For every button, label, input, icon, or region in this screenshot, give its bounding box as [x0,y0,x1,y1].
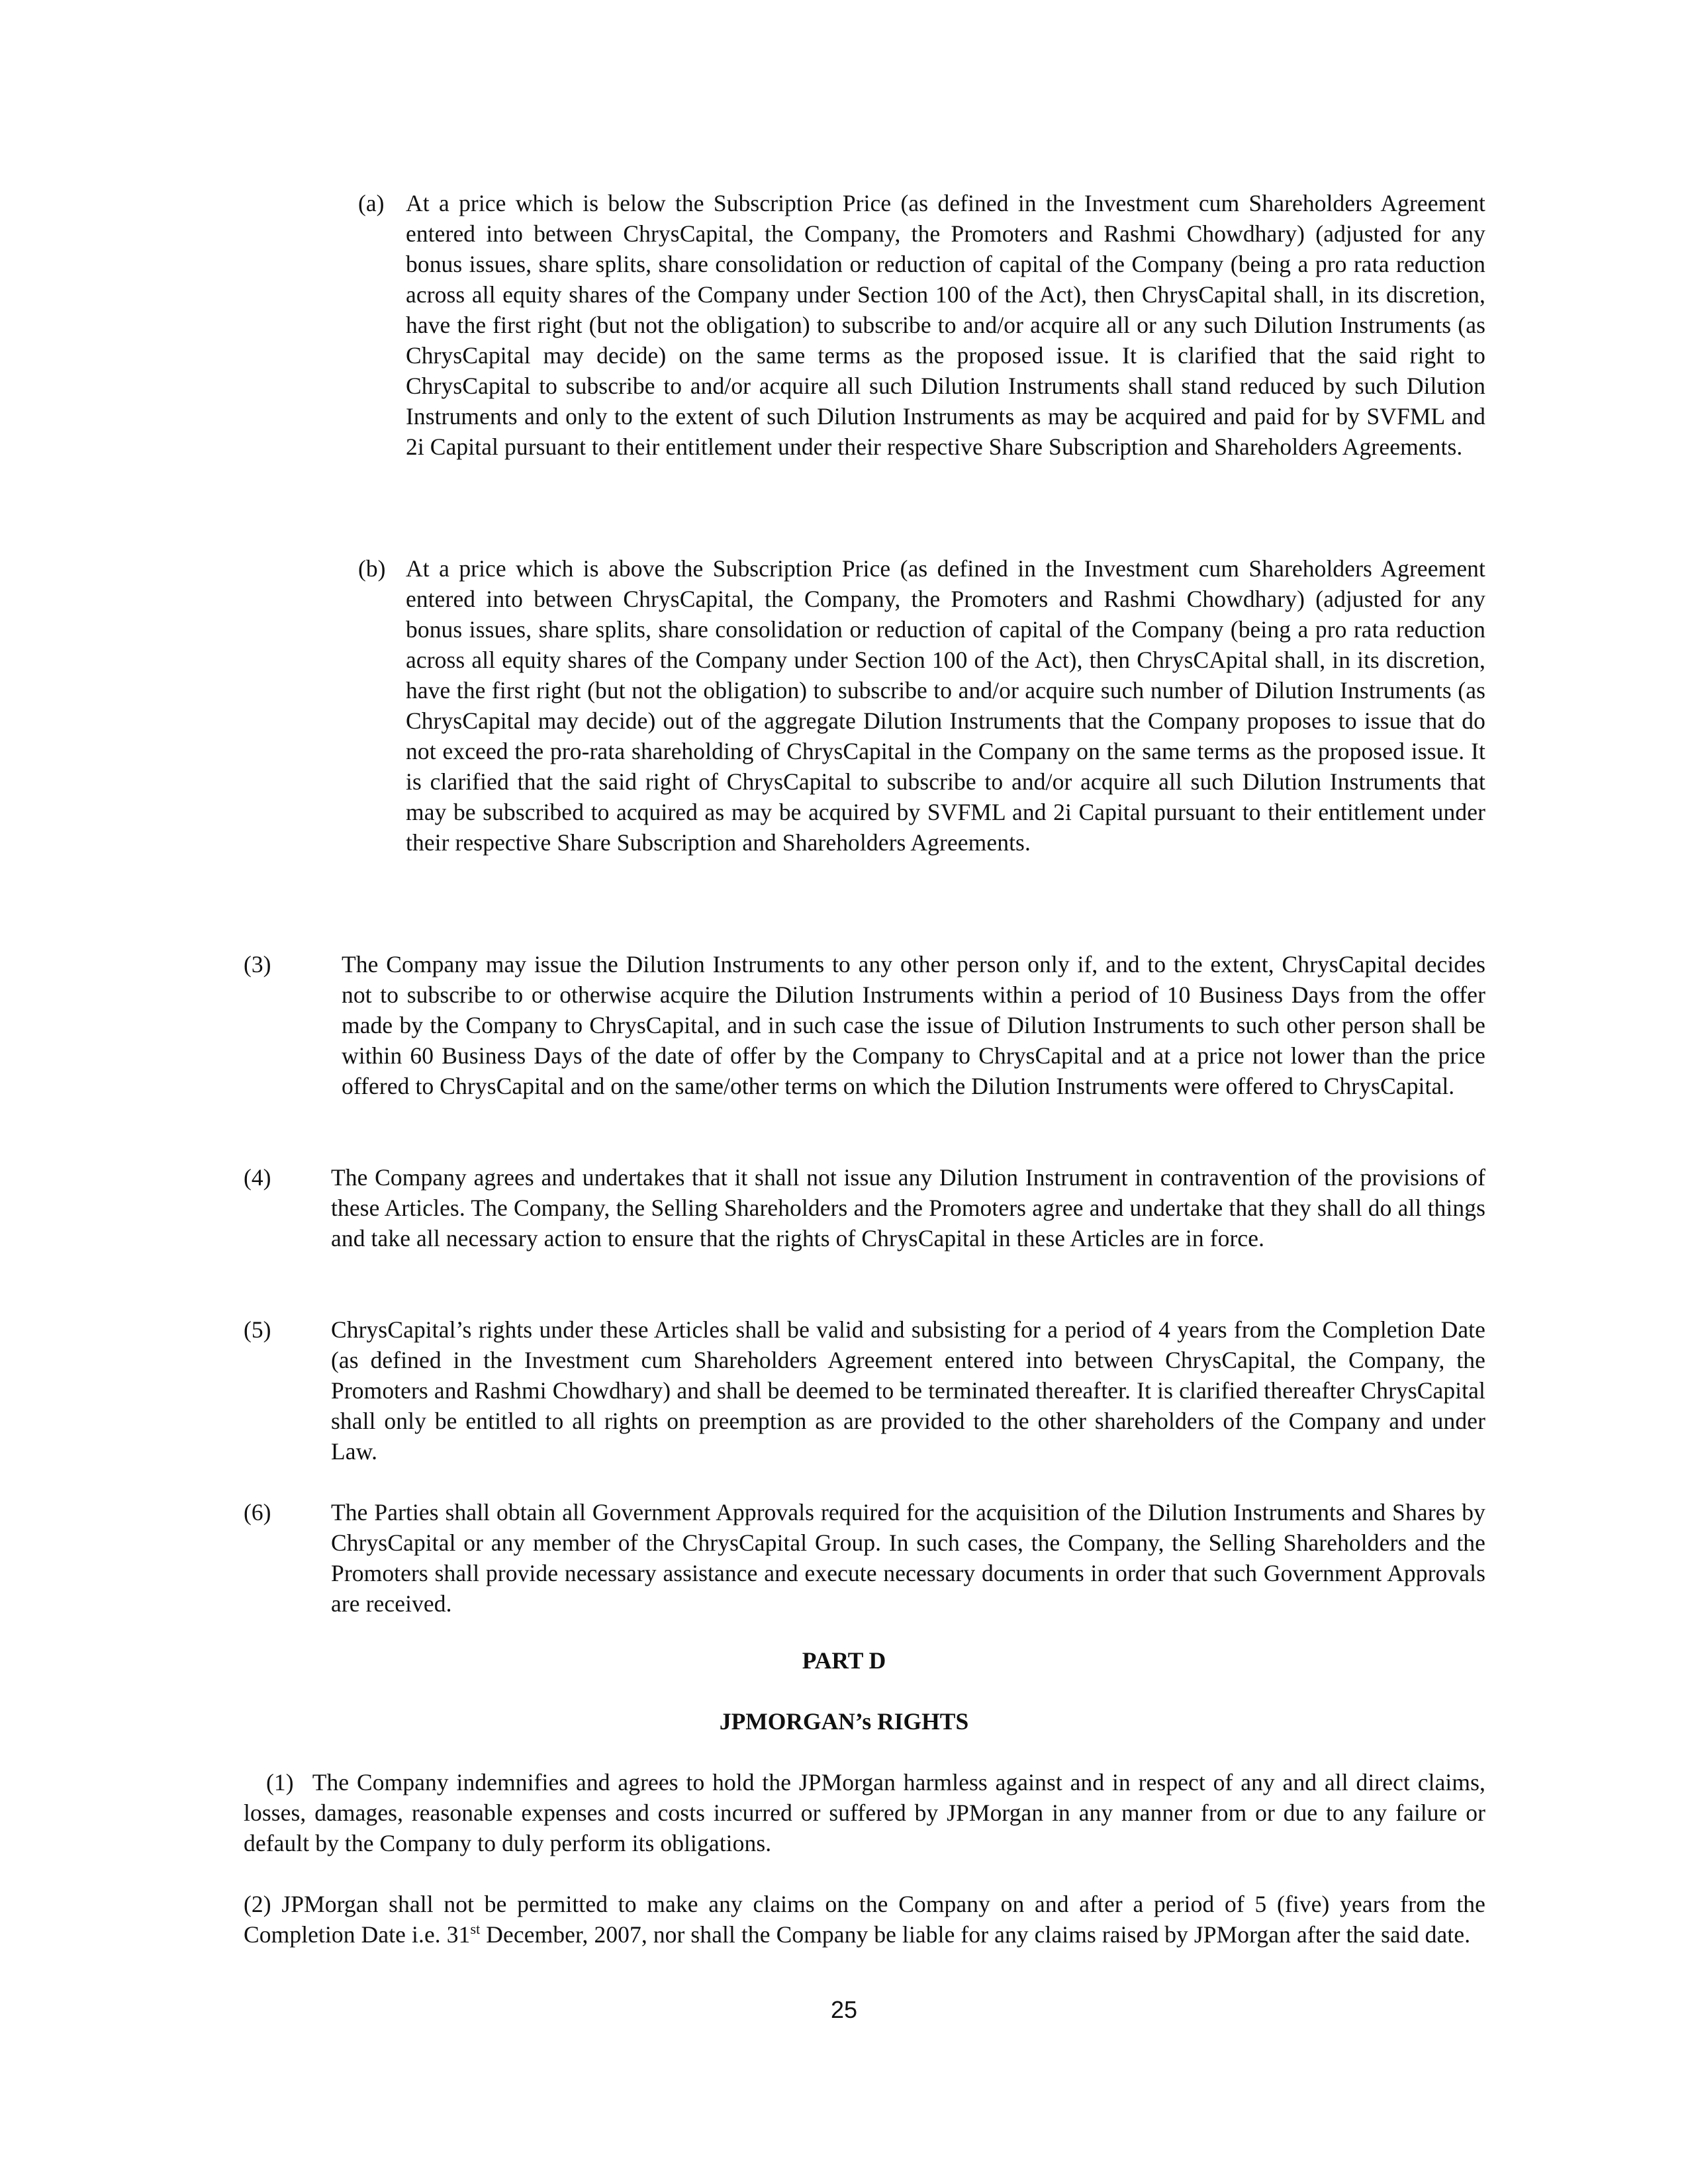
clause-4-label: (4) [244,1164,271,1191]
jpm-paragraph-1-label: (1) [266,1769,294,1796]
clause-b-label: (b) [358,555,386,582]
jpm-paragraph-2-text-start: (2) JPMorgan shall not be permitted to make any claims on the Company on and after a period of 5 (five) years from the Completion Date i.e. 31 [244,1891,1485,1948]
jpm-paragraph-2 [244,1889,1485,1950]
jpm-paragraph-1 [244,1767,1485,1858]
jpm-paragraph-2-ordinal: st [470,1921,481,1938]
clause-4-text: The Company agrees and undertakes that it shall not issue any Dilution Instrument in contravention of the provisions of these Articles. The Company, the Selling Shareholders and the Promoters agree and undertake that they shall do all things and take all necessary action to ensure that the rights of ChrysCapital in these Articles are in force. [331,1164,1485,1251]
clause-5-text: ChrysCapital’s rights under these Articles shall be valid and subsisting for a period of 4 years from the Completion Date (as defined in the Investment cum Shareholders Agreement entered into between ChrysCapital, the Company, the Promoters and Rashmi Chowdhary) and shall be deemed to be terminated thereafter. It is clarified thereafter ChrysCapital shall only be entitled to all rights on preemption as are provided to the other shareholders of the Company and under Law. [331,1316,1485,1465]
clause-6-text: The Parties shall obtain all Government Approvals required for the acquisition of the Dilution Instruments and Shares by ChrysCapital or any member of the ChrysCapital Group. In such cases, the Company, the Selling Shareholders and the Promoters shall provide necessary assistance and execute necessary documents in order that such Government Approvals are received. [331,1499,1485,1617]
page-number: 25 [830,1996,858,2023]
clause-3-text: The Company may issue the Dilution Instruments to any other person only if, and to the extent, ChrysCapital decides not to subscribe to or otherwise acquire the Dilution Instruments within a period of 10 Business Days from the offer made by the Company to ChrysCapital, and in such case the issue of Dilution Instruments to such other person shall be within 60 Business Days of the date of offer by the Company to ChrysCapital and at a price not lower than the price offered to ChrysCapital and on the same/other terms on which the Dilution Instruments were offered to ChrysCapital. [342,951,1485,1099]
clause-b-text: At a price which is above the Subscription Price (as defined in the Investment cum Shareholders Agreement entered into between ChrysCapital, the Company, the Promoters and Rashmi Chowdhary) (adjusted for any bonus issues, share splits, share consolidation or reduction of capital of the Company (being a pro rata reduction across all equity shares of the Company under Section 100 of the Act), then ChrysCApital shall, in its discretion, have the first right (but not the obligation) to subscribe to and/or acquire such number of Dilution Instruments (as ChrysCapital may decide) out of the aggregate Dilution Instruments that the Company proposes to issue that do not exceed the pro-rata shareholding of ChrysCapital in the Company on the same terms as the proposed issue. It is clarified that the said right of ChrysCapital to subscribe to and/or acquire all such Dilution Instruments that may be subscribed to acquired as may be acquired by SVFML and 2i Capital pursuant to their entitlement under their respective Share Subscription and Shareholders Agreements. [406,555,1485,856]
clause-3-label: (3) [244,951,271,978]
part-title: PART D [802,1647,886,1674]
clause-5-label: (5) [244,1316,271,1343]
clause-a-label: (a) [358,190,385,216]
clause-6-label: (6) [244,1499,271,1525]
part-subtitle: JPMORGAN’s RIGHTS [719,1708,969,1735]
jpm-paragraph-1-text: The Company indemnifies and agrees to hold the JPMorgan harmless against and in respect of any and all direct claims, losses, damages, reasonable expenses and costs incurred or suffered by JPMorgan in any manner from or due to any failure or default by the Company to duly perform its obligations. [244,1769,1485,1856]
jpm-paragraph-2-text-end: December, 2007, nor shall the Company be liable for any claims raised by JPMorgan after the said date. [480,1921,1471,1948]
clause-a-text: At a price which is below the Subscription Price (as defined in the Investment cum Shareholders Agreement entered into between ChrysCapital, the Company, the Promoters and Rashmi Chowdhary) (adjusted for any bonus issues, share splits, share consolidation or reduction of capital of the Company (being a pro rata reduction across all equity shares of the Company under Section 100 of the Act), then ChrysCapital shall, in its discretion, have the first right (but not the obligation) to subscribe to and/or acquire all or any such Dilution Instruments (as ChrysCapital may decide) on the same terms as the proposed issue. It is clarified that the said right to ChrysCapital to subscribe to and/or acquire all such Dilution Instruments shall stand reduced by such Dilution Instruments and only to the extent of such Dilution Instruments as may be acquired and paid for by SVFML and 2i Capital pursuant to their entitlement under their respective Share Subscription and Shareholders Agreements. [406,190,1485,460]
